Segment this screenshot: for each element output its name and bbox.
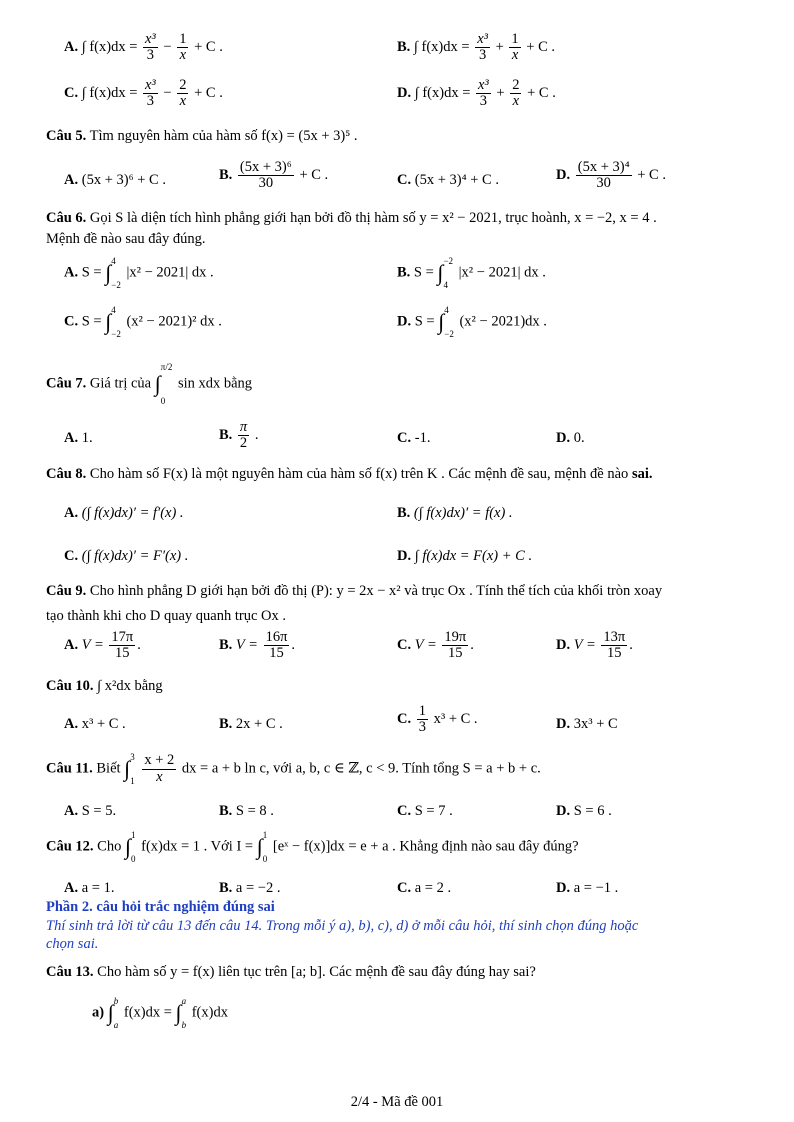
q7-option-c: C. -1. (397, 430, 431, 446)
q4-option-c: C. ∫ f(x)dx = $\frac{\text{x³}}{3}$ − $\frac{2}{x}$ + C . (64, 77, 223, 110)
part2-instructions: Thí sinh trả lời từ câu 13 đến câu 14. Trong mỗi ý a), b), c), d) ở mỗi câu hỏi, thí sinh chọn đúng hoặc (46, 918, 639, 934)
q4-option-d: D. ∫ f(x)dx = $\frac{\text{x³}}{3}$ + $\frac{2}{x}$ + C . (397, 77, 556, 110)
q8-option-d: D. ∫ f(x)dx = F(x) + C . (397, 548, 533, 564)
q13-statement-a: a) ∫ b a f(x)dx = ∫ a b f(x)dx (92, 996, 228, 1030)
q5-option-c: C. (5x + 3)⁴ + C . (397, 172, 499, 188)
q11-stem: Câu 11. Biết ∫ 3 1 $\frac{x + 2}{x}$ dx = a + b ln c, với a, b, c ∈ ℤ, c < 9. Tính tổng S = a + b + c. (46, 752, 541, 786)
q7-option-d: D. 0. (556, 430, 585, 446)
q11-option-b: B. S = 8 . (219, 803, 274, 819)
q8-stem: Câu 8. Cho hàm số F(x) là một nguyên hàm của hàm số f(x) trên K . Các mệnh đề sau, mệnh đề nào sai. (46, 466, 653, 482)
q7-option-b: B. $\frac{\pi}{2}$ . (219, 419, 259, 452)
q10-option-d: D. 3x³ + C (556, 716, 618, 732)
q9-stem: Câu 9. Cho hình phẳng D giới hạn bởi đồ thị (P): y = 2x − x² và trục Ox . Tính thể tích của khối tròn xoay (46, 583, 663, 599)
q7-stem: Câu 7. Giá trị của ∫ π/2 0 sin xdx bằng (46, 362, 253, 406)
q5-option-d: D. $\frac{\text{(5x + 3)⁴}}{30}$ + C . (556, 159, 666, 192)
q4-option-a: A. ∫ f(x)dx = $\frac{\text{x³}}{3}$ − $\frac{1}{x}$ + C . (64, 31, 223, 64)
q12-option-b: B. a = −2 . (219, 880, 281, 896)
q12-option-a: A. a = 1. (64, 880, 115, 896)
q6-stem-line2: Mệnh đề nào sau đây đúng. (46, 231, 206, 247)
q9-option-c: C. V = $\frac{19\pi}{15}$ . (397, 629, 474, 662)
q9-option-d: D. V = $\frac{13\pi}{15}$ . (556, 629, 633, 662)
q6-stem: Câu 6. Gọi S là diện tích hình phẳng giới hạn bởi đồ thị hàm số y = x² − 2021, trục hoành, x = −2, x = 4 . (46, 210, 657, 226)
q10-option-b: B. 2x + C . (219, 716, 283, 732)
q10-option-a: A. x³ + C . (64, 716, 126, 732)
q10-option-c: C. $\frac{1}{3}$ x³ + C . (397, 703, 478, 736)
q11-option-d: D. S = 6 . (556, 803, 612, 819)
q6-option-b: B. S = ∫ −2 4 |x² − 2021| dx . (397, 256, 546, 290)
q9-option-a: A. V = $\frac{17\pi}{15}$ . (64, 629, 141, 662)
q6-option-c: C. S = ∫ 4 −2 (x² − 2021)² dx . (64, 305, 222, 339)
q5-stem: Câu 5. Tìm nguyên hàm của hàm số f(x) = (5x + 3)⁵ . (46, 128, 358, 144)
q9-stem-line2: tạo thành khi cho D quay quanh trục Ox . (46, 608, 287, 624)
q8-option-c: C. (∫ f(x)dx)′ = F′(x) . (64, 548, 189, 564)
q6-option-a: A. S = ∫ 4 −2 |x² − 2021| dx . (64, 256, 214, 290)
part2-instructions-line2: chọn sai. (46, 936, 99, 952)
q12-stem: Câu 12. Cho ∫ 1 0 f(x)dx = 1 . Với I = ∫ 1 0 [eˣ − f(x)]dx = e + a . Khẳng định nào sau đây đúng? (46, 830, 579, 864)
page-footer: 2/4 - Mã đề 001 (350, 1094, 444, 1110)
q9-option-b: B. V = $\frac{16\pi}{15}$ . (219, 629, 296, 662)
q5-option-b: B. $\frac{\text{(5x + 3)⁶}}{30}$ + C . (219, 159, 329, 192)
q11-option-a: A. S = 5. (64, 803, 117, 819)
q10-stem: Câu 10. ∫ x²dx bằng (46, 678, 163, 694)
part2-title: Phần 2. câu hỏi trắc nghiệm đúng sai (46, 899, 275, 915)
q11-option-c: C. S = 7 . (397, 803, 453, 819)
q8-option-a: A. (∫ f(x)dx)′ = f′(x) . (64, 505, 184, 521)
q5-option-a: A. (5x + 3)⁶ + C . (64, 172, 166, 188)
q7-option-a: A. 1. (64, 430, 93, 446)
q8-option-b: B. (∫ f(x)dx)′ = f(x) . (397, 505, 513, 521)
q13-stem: Câu 13. Cho hàm số y = f(x) liên tục trên [a; b]. Các mệnh đề sau đây đúng hay sai? (46, 964, 536, 980)
q4-option-b: B. ∫ f(x)dx = $\frac{\text{x³}}{3}$ + $\frac{1}{x}$ + C . (397, 31, 556, 64)
q6-option-d: D. S = ∫ 4 −2 (x² − 2021)dx . (397, 305, 547, 339)
q12-option-d: D. a = −1 . (556, 880, 619, 896)
q12-option-c: C. a = 2 . (397, 880, 452, 896)
